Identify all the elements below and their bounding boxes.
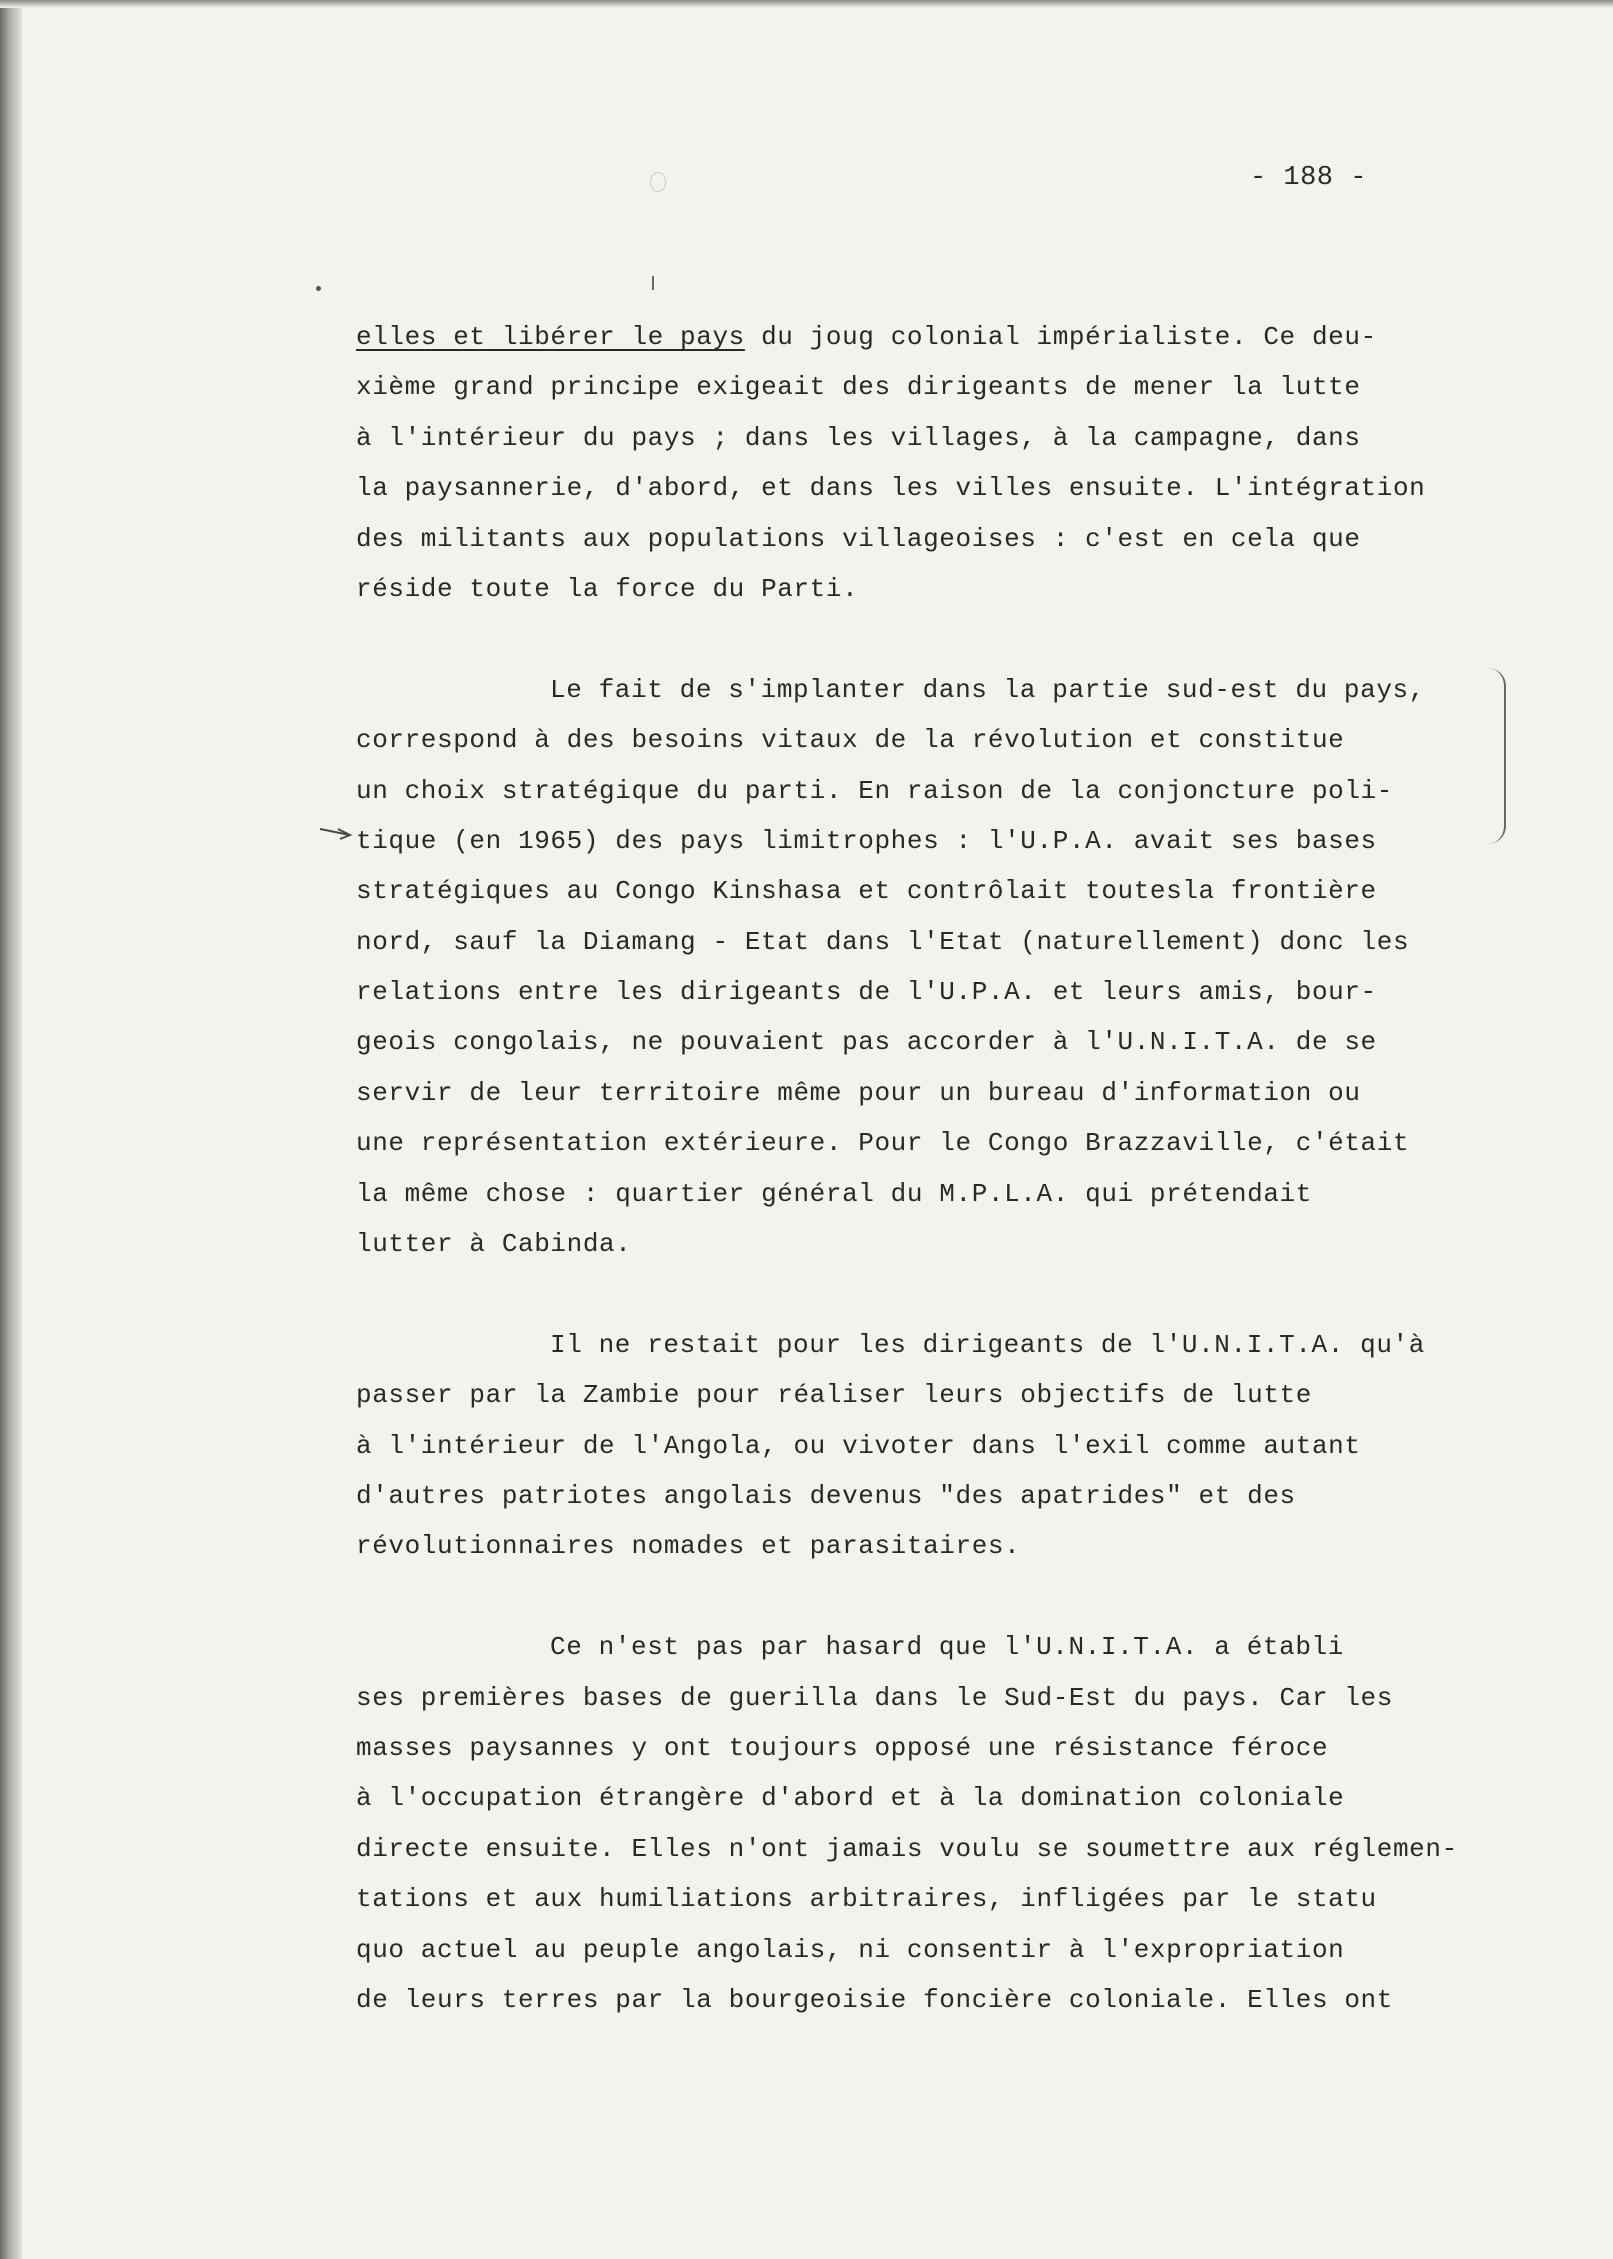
- text-line: tations et aux humiliations arbitraires, infligées par le statu: [356, 1884, 1377, 1915]
- text-line: d'autres patriotes angolais devenus "des apatrides" et des: [356, 1480, 1296, 1511]
- margin-tick-mark: [652, 276, 654, 290]
- text-line: Le fait de s'implanter dans la partie sud-est du pays,: [550, 674, 1425, 705]
- text-line: relations entre les dirigeants de l'U.P.A. et leurs amis, bour-: [356, 977, 1377, 1008]
- text-line: tique (en 1965) des pays limitrophes : l'U.P.A. avait ses bases: [356, 825, 1377, 856]
- bullet-dot-mark: [316, 286, 321, 291]
- text-line: servir de leur territoire même pour un bureau d'information ou: [356, 1077, 1361, 1108]
- text-line: ses premières bases de guerilla dans le Sud-Est du pays. Car les: [356, 1682, 1393, 1713]
- text-line: lutter à Cabinda.: [356, 1229, 632, 1260]
- text-line: correspond à des besoins vitaux de la révolution et constitue: [356, 725, 1345, 756]
- text-line: à l'intérieur de l'Angola, ou vivoter dans l'exil comme autant: [356, 1430, 1361, 1461]
- text-line: de leurs terres par la bourgeoisie foncière coloniale. Elles ont: [356, 1984, 1393, 2015]
- paragraph-gap: [356, 1269, 1556, 1319]
- text-line: la même chose : quartier général du M.P.L.A. qui prétendait: [356, 1178, 1312, 1209]
- text-line: la paysannerie, d'abord, et dans les villes ensuite. L'intégration: [356, 473, 1426, 504]
- paragraph-gap: [356, 614, 1556, 664]
- text-line: xième grand principe exigeait des dirigeants de mener la lutte: [356, 372, 1361, 403]
- text-line: stratégiques au Congo Kinshasa et contrôlait toutesla frontière: [356, 876, 1377, 907]
- text-line: des militants aux populations villageoises : c'est en cela que: [356, 523, 1361, 554]
- text-line: révolutionnaires nomades et parasitaires.: [356, 1531, 1021, 1562]
- margin-bracket-mark: [1488, 668, 1506, 844]
- page-top-shadow: [0, 0, 1613, 8]
- text-line: passer par la Zambie pour réaliser leurs objectifs de lutte: [356, 1380, 1312, 1411]
- text-line: Il ne restait pour les dirigeants de l'U.N.I.T.A. qu'à: [550, 1329, 1425, 1360]
- text-line: Ce n'est pas par hasard que l'U.N.I.T.A. a établi: [550, 1632, 1344, 1663]
- text-line: elles et libérer le pays du joug colonial impérialiste. Ce deu-: [356, 322, 1377, 352]
- text-line: réside toute la force du Parti.: [356, 573, 859, 604]
- text-line: une représentation extérieure. Pour le Congo Brazzaville, c'était: [356, 1128, 1410, 1159]
- text-line: nord, sauf la Diamang - Etat dans l'Etat (naturellement) donc les: [356, 926, 1410, 957]
- paragraph-gap: [356, 1572, 1556, 1622]
- text-line: masses paysannes y ont toujours opposé une résistance féroce: [356, 1732, 1329, 1763]
- text-line: un choix stratégique du parti. En raison de la conjoncture poli-: [356, 775, 1393, 806]
- page-number: - 188 -: [1250, 163, 1367, 193]
- margin-arrow-mark: [318, 826, 354, 840]
- text-line: à l'occupation étrangère d'abord et à la domination coloniale: [356, 1783, 1345, 1814]
- faint-pen-mark: [650, 172, 666, 192]
- underlined-phrase: elles et libérer le pays: [356, 322, 745, 352]
- text-line: quo actuel au peuple angolais, ni consentir à l'expropriation: [356, 1934, 1345, 1965]
- text-line: geois congolais, ne pouvaient pas accorder à l'U.N.I.T.A. de se: [356, 1027, 1377, 1058]
- page-edge-shadow: [0, 0, 22, 2259]
- text-line: à l'intérieur du pays ; dans les villages, à la campagne, dans: [356, 422, 1361, 453]
- text-line: directe ensuite. Elles n'ont jamais voulu se soumettre aux réglemen-: [356, 1833, 1458, 1864]
- body-text: [356, 312, 1556, 2025]
